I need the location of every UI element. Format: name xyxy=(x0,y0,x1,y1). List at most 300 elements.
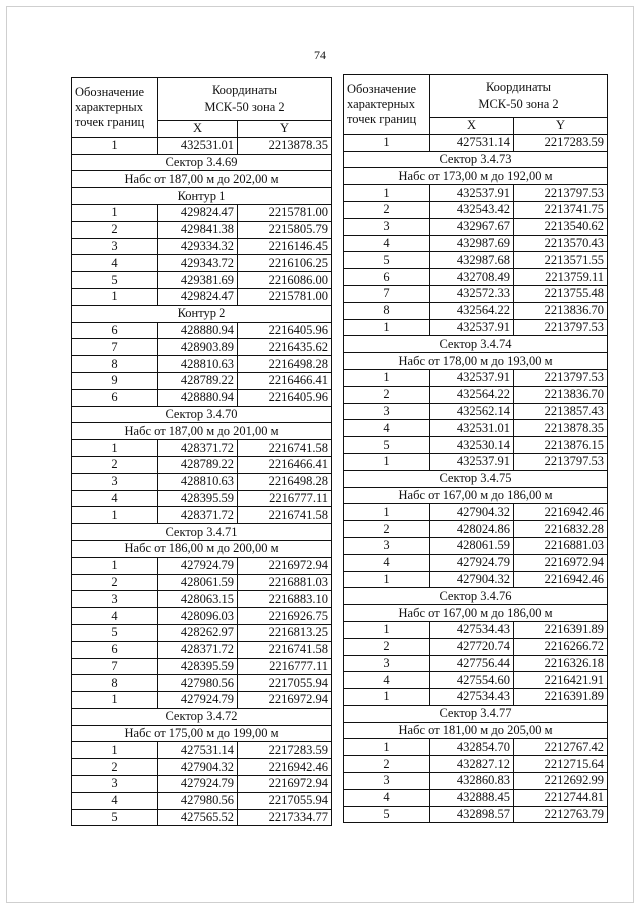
section-label: Сектор 3.4.74 xyxy=(344,336,608,353)
table-row xyxy=(72,238,332,255)
section-label: Сектор 3.4.73 xyxy=(344,151,608,168)
point-id: 3 xyxy=(72,473,158,490)
coord-x: 432854.70 xyxy=(430,739,514,756)
point-id: 1 xyxy=(72,137,158,154)
section-label: Контур 2 xyxy=(72,305,332,322)
section-label: Сектор 3.4.77 xyxy=(344,705,608,722)
section-label: Набс от 181,00 м до 205,00 м xyxy=(344,722,608,739)
coord-x: 432827.12 xyxy=(430,756,514,773)
section-row xyxy=(72,540,332,557)
table-row xyxy=(344,571,608,588)
coord-x: 432531.01 xyxy=(158,137,238,154)
coord-y: 2216883.10 xyxy=(238,591,332,608)
coord-y: 2216942.46 xyxy=(514,571,608,588)
coord-x: 432562.14 xyxy=(430,403,514,420)
section-row xyxy=(72,154,332,171)
coord-x: 432531.01 xyxy=(430,420,514,437)
coord-x: 432888.45 xyxy=(430,789,514,806)
coord-y: 2216813.25 xyxy=(238,624,332,641)
point-id: 1 xyxy=(344,621,430,638)
table-row xyxy=(72,557,332,574)
coord-y: 2216498.28 xyxy=(238,356,332,373)
coord-y: 2215805.79 xyxy=(238,221,332,238)
point-id: 4 xyxy=(344,235,430,252)
table-row xyxy=(344,437,608,454)
table-row xyxy=(72,204,332,221)
coord-y: 2216741.58 xyxy=(238,641,332,658)
coord-x: 432564.22 xyxy=(430,386,514,403)
point-id: 1 xyxy=(72,204,158,221)
coord-x: 429381.69 xyxy=(158,272,238,289)
point-id: 2 xyxy=(344,756,430,773)
point-id: 3 xyxy=(344,537,430,554)
coord-y: 2213797.53 xyxy=(514,369,608,386)
coord-x: 432987.68 xyxy=(430,252,514,269)
section-label: Набс от 175,00 м до 199,00 м xyxy=(72,725,332,742)
point-id: 4 xyxy=(344,420,430,437)
coord-x: 428063.15 xyxy=(158,591,238,608)
point-id: 1 xyxy=(344,504,430,521)
left-coordinates-table xyxy=(71,77,332,826)
coord-x: 427756.44 xyxy=(430,655,514,672)
coord-y: 2217283.59 xyxy=(238,742,332,759)
table-row xyxy=(72,440,332,457)
section-row xyxy=(344,336,608,353)
point-id: 3 xyxy=(344,403,430,420)
point-id: 3 xyxy=(344,218,430,235)
section-row xyxy=(72,188,332,205)
coord-y: 2213878.35 xyxy=(514,420,608,437)
table-row xyxy=(344,773,608,790)
coord-y: 2216106.25 xyxy=(238,255,332,272)
coord-y: 2216832.28 xyxy=(514,521,608,538)
point-id: 1 xyxy=(72,288,158,305)
point-id: 6 xyxy=(344,269,430,286)
coord-y: 2213741.75 xyxy=(514,201,608,218)
header-coordinates xyxy=(430,75,608,118)
coord-x: 428024.86 xyxy=(430,521,514,538)
table-row xyxy=(344,134,608,151)
section-label: Контур 1 xyxy=(72,188,332,205)
coord-x: 428903.89 xyxy=(158,339,238,356)
table-row xyxy=(72,389,332,406)
coord-x: 429824.47 xyxy=(158,288,238,305)
section-label: Сектор 3.4.69 xyxy=(72,154,332,171)
point-id: 3 xyxy=(72,238,158,255)
point-id: 1 xyxy=(344,134,430,151)
table-row xyxy=(344,806,608,823)
table-row xyxy=(344,285,608,302)
header-x: X xyxy=(430,118,514,135)
point-id: 1 xyxy=(344,689,430,706)
point-id: 8 xyxy=(72,356,158,373)
coord-y: 2213540.62 xyxy=(514,218,608,235)
point-id: 4 xyxy=(344,672,430,689)
point-id: 5 xyxy=(344,252,430,269)
coord-x: 428810.63 xyxy=(158,473,238,490)
point-id: 1 xyxy=(344,319,430,336)
header-points-label: Обозначение характерных точек границ xyxy=(72,78,158,138)
coord-y: 2216881.03 xyxy=(514,537,608,554)
point-id: 2 xyxy=(344,638,430,655)
point-id: 4 xyxy=(72,490,158,507)
coord-y: 2216942.46 xyxy=(238,759,332,776)
coord-y: 2216741.58 xyxy=(238,507,332,524)
table-row xyxy=(72,608,332,625)
point-id: 5 xyxy=(72,272,158,289)
table-row xyxy=(72,356,332,373)
coord-y: 2213876.15 xyxy=(514,437,608,454)
table-row xyxy=(344,201,608,218)
section-label: Сектор 3.4.71 xyxy=(72,524,332,541)
coord-x: 432537.91 xyxy=(430,319,514,336)
table-row xyxy=(344,420,608,437)
coord-x: 428061.59 xyxy=(158,574,238,591)
point-id: 6 xyxy=(72,389,158,406)
coord-y: 2216498.28 xyxy=(238,473,332,490)
table-row xyxy=(72,322,332,339)
coord-y: 2213797.53 xyxy=(514,185,608,202)
coord-y: 2216421.91 xyxy=(514,672,608,689)
coord-y: 2212715.64 xyxy=(514,756,608,773)
point-id: 2 xyxy=(344,201,430,218)
coord-y: 2213878.35 xyxy=(238,137,332,154)
coord-y: 2217055.94 xyxy=(238,675,332,692)
coord-y: 2213836.70 xyxy=(514,386,608,403)
coord-x: 429824.47 xyxy=(158,204,238,221)
point-id: 2 xyxy=(72,221,158,238)
section-label: Набс от 173,00 м до 192,00 м xyxy=(344,168,608,185)
section-row xyxy=(344,705,608,722)
coord-x: 429841.38 xyxy=(158,221,238,238)
header-y: Y xyxy=(238,121,332,138)
point-id: 1 xyxy=(344,185,430,202)
point-id: 1 xyxy=(344,571,430,588)
section-row xyxy=(344,353,608,370)
coord-x: 432537.91 xyxy=(430,453,514,470)
table-row xyxy=(72,574,332,591)
coord-x: 428880.94 xyxy=(158,389,238,406)
coord-x: 428789.22 xyxy=(158,456,238,473)
coord-x: 428880.94 xyxy=(158,322,238,339)
coord-x: 428061.59 xyxy=(430,537,514,554)
table-row xyxy=(344,302,608,319)
table-row xyxy=(344,403,608,420)
table-row xyxy=(72,473,332,490)
point-id: 1 xyxy=(344,369,430,386)
point-id: 3 xyxy=(72,776,158,793)
coord-y: 2216881.03 xyxy=(238,574,332,591)
section-row xyxy=(72,725,332,742)
point-id: 1 xyxy=(72,557,158,574)
point-id: 4 xyxy=(72,255,158,272)
coord-y: 2216326.18 xyxy=(514,655,608,672)
table-row xyxy=(344,453,608,470)
section-label: Сектор 3.4.75 xyxy=(344,470,608,487)
coord-y: 2216926.75 xyxy=(238,608,332,625)
section-label: Набс от 178,00 м до 193,00 м xyxy=(344,353,608,370)
table-row xyxy=(344,319,608,336)
coord-y: 2216942.46 xyxy=(514,504,608,521)
point-id: 4 xyxy=(72,792,158,809)
table-row xyxy=(344,689,608,706)
section-label: Набс от 167,00 м до 186,00 м xyxy=(344,487,608,504)
coord-x: 427534.43 xyxy=(430,621,514,638)
table-row xyxy=(344,537,608,554)
point-id: 5 xyxy=(72,624,158,641)
coord-y: 2216391.89 xyxy=(514,621,608,638)
coord-x: 429343.72 xyxy=(158,255,238,272)
left-table-body xyxy=(72,137,332,826)
coord-y: 2216972.94 xyxy=(238,692,332,709)
coord-x: 432530.14 xyxy=(430,437,514,454)
point-id: 4 xyxy=(344,554,430,571)
point-id: 3 xyxy=(72,591,158,608)
table-row xyxy=(344,521,608,538)
coord-x: 428371.72 xyxy=(158,641,238,658)
point-id: 6 xyxy=(72,322,158,339)
coord-x: 432543.42 xyxy=(430,201,514,218)
table-row xyxy=(72,658,332,675)
point-id: 6 xyxy=(72,641,158,658)
header-y: Y xyxy=(514,118,608,135)
coord-x: 432537.91 xyxy=(430,369,514,386)
section-label: Сектор 3.4.72 xyxy=(72,708,332,725)
coord-y: 2216777.11 xyxy=(238,490,332,507)
coord-x: 427904.32 xyxy=(430,504,514,521)
coord-x: 427924.79 xyxy=(158,692,238,709)
coord-y: 2213571.55 xyxy=(514,252,608,269)
table-row xyxy=(72,372,332,389)
coord-y: 2212744.81 xyxy=(514,789,608,806)
section-row xyxy=(344,151,608,168)
coord-x: 427904.32 xyxy=(158,759,238,776)
section-row xyxy=(72,305,332,322)
table-row xyxy=(344,756,608,773)
coord-y: 2212763.79 xyxy=(514,806,608,823)
section-row xyxy=(344,605,608,622)
table-row xyxy=(72,221,332,238)
coord-x: 427980.56 xyxy=(158,792,238,809)
point-id: 2 xyxy=(72,574,158,591)
coord-y: 2217334.77 xyxy=(238,809,332,826)
table-row xyxy=(344,252,608,269)
header-coordinates-line2: МСК-50 зона 2 xyxy=(204,100,285,114)
coord-y: 2213797.53 xyxy=(514,319,608,336)
point-id: 2 xyxy=(344,521,430,538)
table-row xyxy=(344,218,608,235)
header-coordinates-line2: МСК-50 зона 2 xyxy=(478,97,559,111)
section-row xyxy=(344,168,608,185)
coord-x: 427904.32 xyxy=(430,571,514,588)
header-coordinates-line1: Координаты xyxy=(211,83,278,97)
table-row xyxy=(344,369,608,386)
point-id: 1 xyxy=(344,739,430,756)
section-row xyxy=(72,524,332,541)
coord-x: 432898.57 xyxy=(430,806,514,823)
point-id: 8 xyxy=(72,675,158,692)
coord-x: 427531.14 xyxy=(430,134,514,151)
table-row xyxy=(344,621,608,638)
page-number: 74 xyxy=(314,48,326,62)
point-id: 1 xyxy=(72,440,158,457)
table-row xyxy=(344,269,608,286)
section-row xyxy=(72,171,332,188)
table-row xyxy=(344,235,608,252)
section-label: Набс от 187,00 м до 202,00 м xyxy=(72,171,332,188)
point-id: 5 xyxy=(344,806,430,823)
point-id: 4 xyxy=(344,789,430,806)
coord-x: 428395.59 xyxy=(158,658,238,675)
coord-x: 427565.52 xyxy=(158,809,238,826)
coord-y: 2216777.11 xyxy=(238,658,332,675)
table-row xyxy=(344,504,608,521)
point-id: 2 xyxy=(72,456,158,473)
coord-y: 2213836.70 xyxy=(514,302,608,319)
coord-y: 2212692.99 xyxy=(514,773,608,790)
table-row xyxy=(72,272,332,289)
point-id: 7 xyxy=(344,285,430,302)
table-row xyxy=(72,288,332,305)
header-x: X xyxy=(158,121,238,138)
section-row xyxy=(72,406,332,423)
point-id: 2 xyxy=(344,386,430,403)
right-coordinates-table xyxy=(343,74,608,823)
section-label: Сектор 3.4.76 xyxy=(344,588,608,605)
point-id: 5 xyxy=(72,809,158,826)
coord-x: 427924.79 xyxy=(158,557,238,574)
coord-y: 2217283.59 xyxy=(514,134,608,151)
coord-x: 427534.43 xyxy=(430,689,514,706)
coord-y: 2213570.43 xyxy=(514,235,608,252)
coord-y: 2213797.53 xyxy=(514,453,608,470)
section-label: Набс от 187,00 м до 201,00 м xyxy=(72,423,332,440)
point-id: 1 xyxy=(72,742,158,759)
point-id: 8 xyxy=(344,302,430,319)
point-id: 7 xyxy=(72,658,158,675)
table-row xyxy=(72,255,332,272)
coord-y: 2216466.41 xyxy=(238,456,332,473)
coord-y: 2216405.96 xyxy=(238,322,332,339)
coord-x: 432987.69 xyxy=(430,235,514,252)
coord-x: 432708.49 xyxy=(430,269,514,286)
table-row xyxy=(344,554,608,571)
coord-x: 427531.14 xyxy=(158,742,238,759)
header-coordinates-line1: Координаты xyxy=(485,80,552,94)
table-row xyxy=(72,759,332,776)
table-row xyxy=(72,809,332,826)
coord-y: 2213759.11 xyxy=(514,269,608,286)
table-row xyxy=(72,675,332,692)
point-id: 1 xyxy=(72,507,158,524)
coord-y: 2216972.94 xyxy=(238,557,332,574)
table-row xyxy=(344,386,608,403)
coord-x: 428371.72 xyxy=(158,440,238,457)
table-row xyxy=(72,339,332,356)
point-id: 9 xyxy=(72,372,158,389)
section-row xyxy=(344,470,608,487)
section-label: Сектор 3.4.70 xyxy=(72,406,332,423)
table-row xyxy=(344,638,608,655)
section-row xyxy=(344,722,608,739)
coord-x: 432537.91 xyxy=(430,185,514,202)
section-label: Набс от 167,00 м до 186,00 м xyxy=(344,605,608,622)
coord-y: 2216972.94 xyxy=(514,554,608,571)
point-id: 2 xyxy=(72,759,158,776)
coord-x: 432967.67 xyxy=(430,218,514,235)
coord-x: 432564.22 xyxy=(430,302,514,319)
table-row xyxy=(72,456,332,473)
section-row xyxy=(344,487,608,504)
coord-y: 2216146.45 xyxy=(238,238,332,255)
coord-y: 2217055.94 xyxy=(238,792,332,809)
coord-y: 2216391.89 xyxy=(514,689,608,706)
point-id: 4 xyxy=(72,608,158,625)
section-label: Набс от 186,00 м до 200,00 м xyxy=(72,540,332,557)
point-id: 1 xyxy=(344,453,430,470)
table-row xyxy=(72,692,332,709)
point-id: 5 xyxy=(344,437,430,454)
coord-y: 2215781.00 xyxy=(238,288,332,305)
coord-x: 427554.60 xyxy=(430,672,514,689)
coord-y: 2216266.72 xyxy=(514,638,608,655)
table-row xyxy=(72,641,332,658)
header-points-label: Обозначение характерных точек границ xyxy=(344,75,430,135)
coord-x: 428789.22 xyxy=(158,372,238,389)
table-row xyxy=(72,792,332,809)
coord-y: 2216972.94 xyxy=(238,776,332,793)
table-row xyxy=(72,490,332,507)
coord-x: 428262.97 xyxy=(158,624,238,641)
coord-y: 2216466.41 xyxy=(238,372,332,389)
point-id: 1 xyxy=(72,692,158,709)
table-row xyxy=(72,776,332,793)
table-row xyxy=(72,507,332,524)
coord-x: 428395.59 xyxy=(158,490,238,507)
table-row xyxy=(344,672,608,689)
coord-y: 2215781.00 xyxy=(238,204,332,221)
table-row xyxy=(72,624,332,641)
section-row xyxy=(72,708,332,725)
table-row xyxy=(72,742,332,759)
point-id: 3 xyxy=(344,773,430,790)
coord-y: 2216435.62 xyxy=(238,339,332,356)
coord-x: 432572.33 xyxy=(430,285,514,302)
point-id: 3 xyxy=(344,655,430,672)
table-row xyxy=(344,789,608,806)
coord-x: 428810.63 xyxy=(158,356,238,373)
table-row xyxy=(344,185,608,202)
coord-x: 432860.83 xyxy=(430,773,514,790)
section-row xyxy=(72,423,332,440)
coord-y: 2216405.96 xyxy=(238,389,332,406)
right-table-body xyxy=(344,134,608,823)
coord-x: 427924.79 xyxy=(430,554,514,571)
point-id: 7 xyxy=(72,339,158,356)
table-row xyxy=(344,739,608,756)
table-row xyxy=(72,591,332,608)
coord-x: 428371.72 xyxy=(158,507,238,524)
coord-y: 2212767.42 xyxy=(514,739,608,756)
coord-x: 429334.32 xyxy=(158,238,238,255)
coord-x: 427924.79 xyxy=(158,776,238,793)
coord-y: 2216086.00 xyxy=(238,272,332,289)
table-row xyxy=(344,655,608,672)
coord-y: 2213755.48 xyxy=(514,285,608,302)
section-row xyxy=(344,588,608,605)
coord-y: 2213857.43 xyxy=(514,403,608,420)
header-coordinates xyxy=(158,78,332,121)
